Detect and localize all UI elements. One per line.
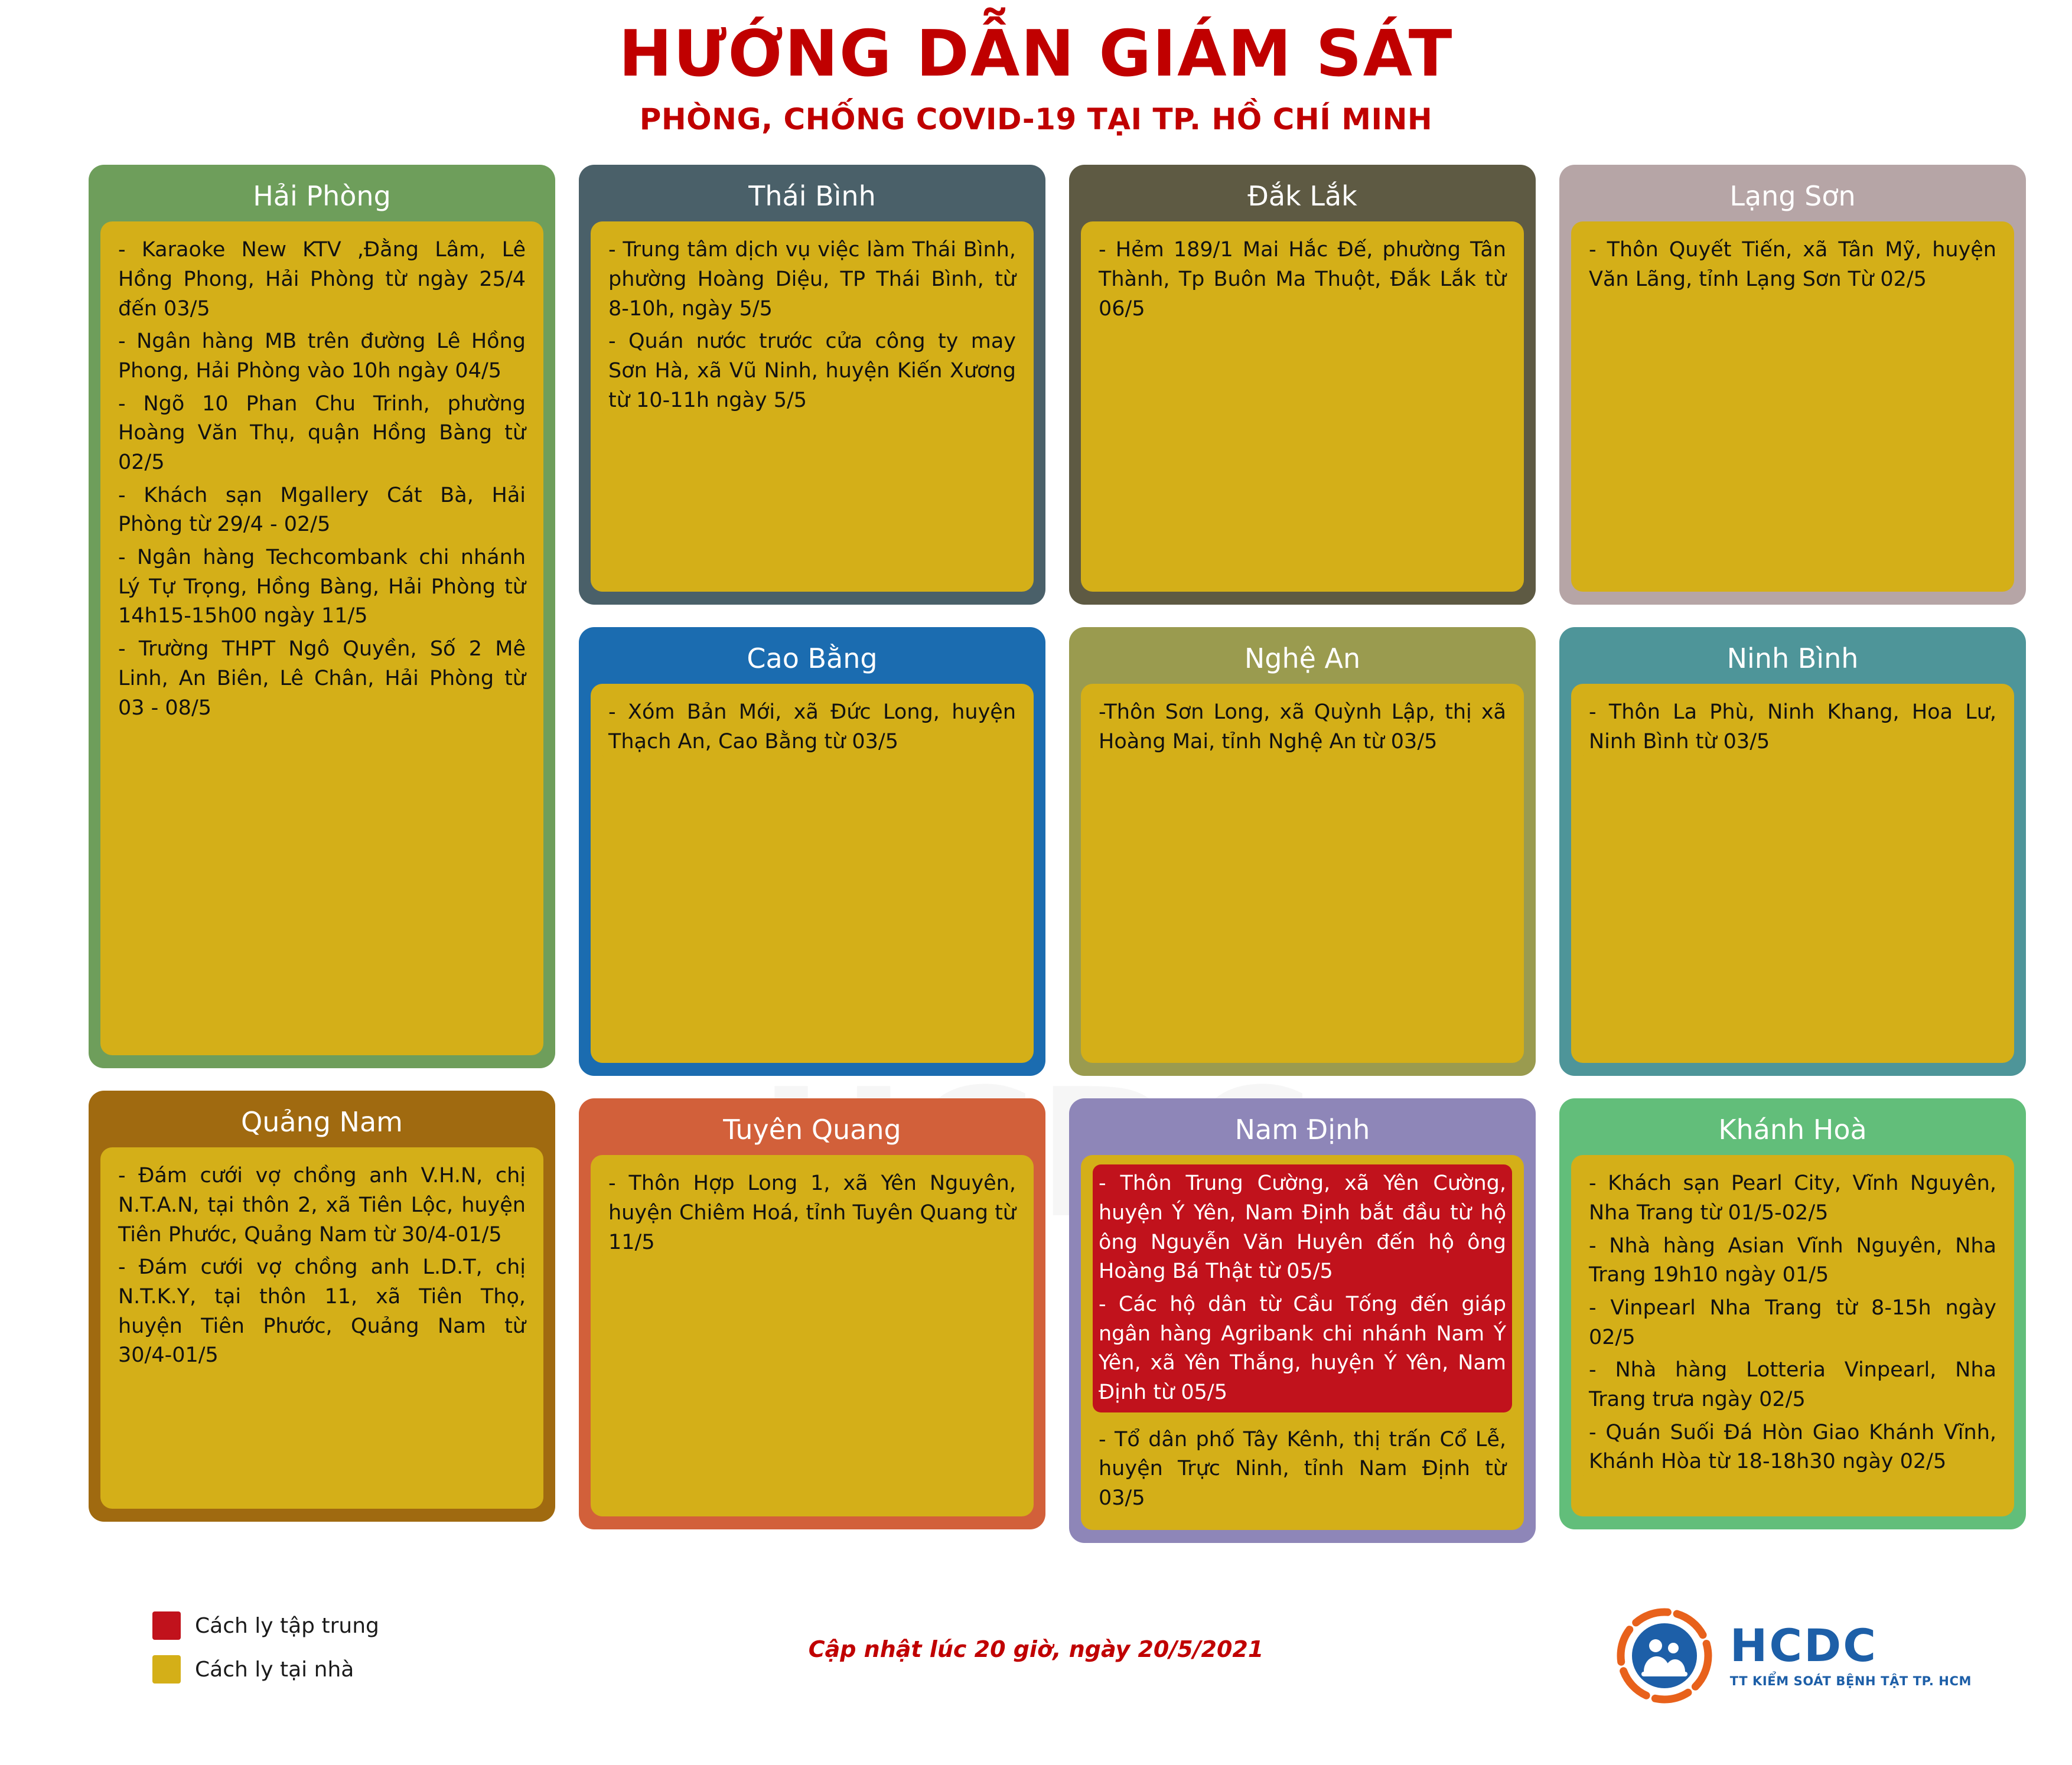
entry: - Thôn Quyết Tiến, xã Tân Mỹ, huyện Văn Lãng, tỉnh Lạng Sơn Từ 02/5: [1589, 238, 1996, 291]
card-thai-binh: [579, 165, 1045, 605]
entry: - Thôn Hợp Long 1, xã Yên Nguyên, huyện Chiêm Hoá, tỉnh Tuyên Quang từ 11/5: [608, 1172, 1016, 1254]
entry-block-home: [602, 231, 1022, 420]
updated-timestamp: Cập nhật lúc 20 giờ, ngày 20/5/2021: [808, 1636, 1264, 1662]
card-nam-dinh: [1069, 1098, 1536, 1543]
card-title: Cao Bằng: [747, 642, 878, 674]
board-row: [89, 165, 1996, 1543]
card-quang-nam: [89, 1091, 555, 1522]
card-title: Lạng Sơn: [1729, 180, 1856, 212]
entry: - Khách sạn Pearl City, Vĩnh Nguyên, Nha Trang từ 01/5-02/5: [1589, 1172, 1996, 1225]
brand-name: HCDC: [1729, 1619, 1878, 1672]
card-body: [591, 684, 1034, 1062]
legend-label: Cách ly tại nhà: [195, 1657, 354, 1682]
card-title: Quảng Nam: [241, 1105, 403, 1138]
card-body: [1081, 221, 1524, 591]
card-body: [1571, 684, 2014, 1062]
page-header: [0, 0, 2072, 136]
entry: - Nhà hàng Lotteria Vinpearl, Nha Trang trưa ngày 02/5: [1589, 1358, 1996, 1412]
card-body: [1571, 221, 2014, 591]
card-body: [1081, 684, 1524, 1062]
card-title: Tuyên Quang: [723, 1113, 901, 1146]
card-body: [591, 221, 1034, 591]
entry: - Tổ dân phố Tây Kênh, thị trấn Cổ Lễ, huyện Trực Ninh, tỉnh Nam Định từ 03/5: [1099, 1427, 1506, 1510]
board-column-1: [89, 165, 555, 1522]
page-subtitle: PHÒNG, CHỐNG COVID-19 TẠI TP. HỒ CHÍ MINH: [639, 102, 1433, 136]
entry: - Đám cưới vợ chồng anh L.D.T, chị N.T.K.Y, tại thôn 11, xã Tiên Thọ, huyện Tiên Phước, Quảng Nam từ 30/4-01/5: [118, 1255, 526, 1368]
entry: - Thôn La Phù, Ninh Khang, Hoa Lư, Ninh Bình từ 03/5: [1589, 700, 1996, 753]
entry: - Karaoke New KTV ,Đằng Lâm, Lê Hồng Phong, Hải Phòng từ ngày 25/4 đến 03/5: [118, 238, 526, 321]
entry: - Trung tâm dịch vụ việc làm Thái Bình, phường Hoàng Diệu, TP Thái Bình, từ 8-10h, ngày 5/5: [608, 238, 1016, 321]
entry-block-home: [602, 1164, 1022, 1262]
entry-block-home: [1093, 231, 1512, 328]
entry: - Quán Suối Đá Hòn Giao Khánh Vĩnh, Khánh Hòa từ 18-18h30 ngày 02/5: [1589, 1420, 1996, 1474]
entry: - Quán nước trước cửa công ty may Sơn Hà, xã Vũ Ninh, huyện Kiến Xương từ 10-11h ngày 5/5: [608, 329, 1016, 412]
page-footer: [0, 1600, 2072, 1747]
entry: - Nhà hàng Asian Vĩnh Nguyên, Nha Trang 19h10 ngày 01/5: [1589, 1234, 1996, 1287]
card-body: [1571, 1155, 2014, 1516]
card-body: [591, 1155, 1034, 1516]
board-column-3: [1069, 165, 1536, 1543]
card-lang-son: [1559, 165, 2026, 605]
brand-logo: [1614, 1606, 1972, 1706]
card-title: Ninh Bình: [1726, 642, 1859, 674]
card-dak-lak: [1069, 165, 1536, 605]
board-column-2: [579, 165, 1045, 1529]
entry-block-home: [1583, 231, 2002, 299]
entry: - Các hộ dân từ Cầu Tống đến giáp ngân hàng Agribank chi nhánh Nam Ý Yên, xã Yên Thắng, huyện Ý Yên, Nam Định từ 05/5: [1099, 1292, 1506, 1405]
page-title: HƯỚNG DẪN GIÁM SÁT: [618, 17, 1454, 91]
board-column-4: [1559, 165, 2026, 1529]
card-hai-phong: [89, 165, 555, 1068]
entry: - Khách sạn Mgallery Cát Bà, Hải Phòng từ 29/4 - 02/5: [118, 483, 526, 537]
card-title: Thái Bình: [748, 180, 876, 212]
entry: - Trường THPT Ngô Quyền, Số 2 Mê Linh, An Biên, Lê Chân, Hải Phòng từ 03 - 08/5: [118, 637, 526, 720]
cards-board: [89, 165, 1996, 1543]
card-title: Đắk Lắk: [1247, 180, 1357, 212]
entry: - Đám cưới vợ chồng anh V.H.N, chị N.T.A.N, tại thôn 2, xã Tiên Lộc, huyện Tiên Phước, Quảng Nam từ 30/4-01/5: [118, 1164, 526, 1247]
entry: - Xóm Bản Mới, xã Đức Long, huyện Thạch An, Cao Bằng từ 03/5: [608, 700, 1016, 753]
entry-block-home: [1583, 1164, 2002, 1482]
legend-swatch-icon: [152, 1611, 181, 1640]
entry: - Hẻm 189/1 Mai Hắc Đế, phường Tân Thành, Tp Buôn Ma Thuột, Đắk Lắk từ 06/5: [1099, 238, 1506, 321]
entry-block-home: [1093, 1421, 1512, 1518]
card-body: [1081, 1155, 1524, 1530]
entry: -Thôn Sơn Long, xã Quỳnh Lập, thị xã Hoàng Mai, tỉnh Nghệ An từ 03/5: [1099, 700, 1506, 753]
entry-block-central: [1093, 1164, 1512, 1412]
card-title: Nghệ An: [1244, 642, 1361, 674]
card-title: Hải Phòng: [253, 180, 391, 212]
brand-text: [1729, 1619, 1972, 1688]
card-body: [100, 1147, 543, 1508]
entry: - Ngân hàng Techcombank chi nhánh Lý Tự Trọng, Hồng Bàng, Hải Phòng từ 14h15-15h00 ngày 11/5: [118, 546, 526, 628]
entry-block-home: [1583, 693, 2002, 761]
brand-tagline: TT KIỂM SOÁT BỆNH TẬT TP. HCM: [1729, 1674, 1972, 1688]
card-title: Khánh Hoà: [1718, 1113, 1867, 1146]
card-nghe-an: [1069, 627, 1536, 1076]
entry: - Ngân hàng MB trên đường Lê Hồng Phong, Hải Phòng vào 10h ngày 04/5: [118, 329, 526, 383]
legend-item-central: [152, 1611, 379, 1640]
card-cao-bang: [579, 627, 1045, 1076]
hcdc-logo-icon: [1614, 1606, 1715, 1706]
entry: - Ngõ 10 Phan Chu Trinh, phường Hoàng Văn Thụ, quận Hồng Bàng từ 02/5: [118, 392, 526, 475]
card-ninh-binh: [1559, 627, 2026, 1076]
card-tuyen-quang: [579, 1098, 1045, 1529]
entry-block-home: [112, 1157, 532, 1375]
entry-block-home: [1093, 693, 1512, 761]
entry: - Vinpearl Nha Trang từ 8-15h ngày 02/5: [1589, 1296, 1996, 1349]
entry-block-home: [112, 231, 532, 727]
legend-label: Cách ly tập trung: [195, 1613, 379, 1638]
card-title: Nam Định: [1234, 1113, 1370, 1146]
entry: - Thôn Trung Cường, xã Yên Cường, huyện Ý Yên, Nam Định bắt đầu từ hộ ông Nguyễn Văn Huyên đến hộ ông Hoàng Bá Thật từ 05/5: [1099, 1172, 1506, 1284]
card-khanh-hoa: [1559, 1098, 2026, 1529]
entry-block-home: [602, 693, 1022, 761]
card-body: [100, 221, 543, 1055]
